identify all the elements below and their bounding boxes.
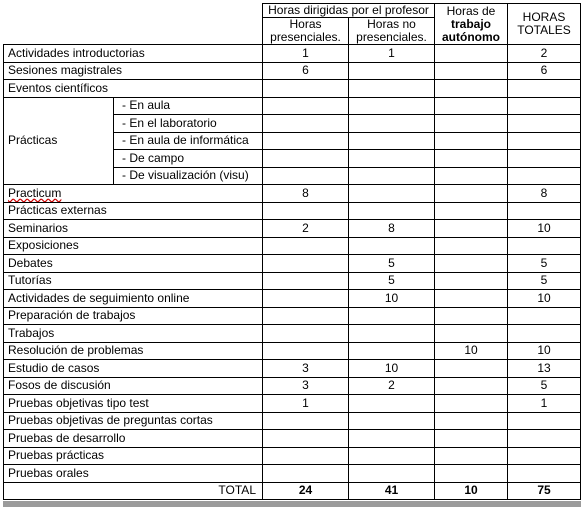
header-no-presenciales-line2: presenciales. xyxy=(356,30,427,44)
hours-auto xyxy=(435,45,508,63)
activity-label: Seminarios xyxy=(4,220,263,238)
hours-total xyxy=(508,115,581,133)
hours-total: 1 xyxy=(508,395,581,413)
total-row xyxy=(4,482,581,500)
hours-auto xyxy=(435,202,508,220)
table-row xyxy=(4,220,581,238)
hours-nopres xyxy=(349,62,435,80)
table-row xyxy=(4,412,581,430)
table-row xyxy=(4,272,581,290)
table-row xyxy=(4,202,581,220)
activity-label: Preparación de trabajos xyxy=(4,307,263,325)
table-row xyxy=(4,360,581,378)
activity-label: Pruebas objetivas tipo test xyxy=(4,395,263,413)
hours-pres xyxy=(263,80,349,98)
hours-auto xyxy=(435,115,508,133)
hours-total xyxy=(508,412,581,430)
hours-total: 10 xyxy=(508,342,581,360)
table-row xyxy=(4,185,581,203)
activity-label: Prácticas externas xyxy=(4,202,263,220)
hours-nopres xyxy=(349,430,435,448)
table-row xyxy=(4,430,581,448)
hours-nopres: 10 xyxy=(349,290,435,308)
hours-pres xyxy=(263,167,349,185)
practicas-sub-label: - De campo xyxy=(114,150,263,168)
activity-label: Resolución de problemas xyxy=(4,342,263,360)
header-autonomo-line3: autónomo xyxy=(442,29,500,44)
table-row xyxy=(4,447,581,465)
total-label: TOTAL xyxy=(4,482,263,500)
hours-total: 6 xyxy=(508,62,581,80)
activity-label: Actividades introductorias xyxy=(4,45,263,63)
table-row xyxy=(4,97,581,115)
activity-label: Pruebas objetivas de preguntas cortas xyxy=(4,412,263,430)
header-presenciales xyxy=(263,18,349,45)
hours-total xyxy=(508,430,581,448)
table-row xyxy=(4,80,581,98)
practicas-label: Prácticas xyxy=(4,97,114,185)
hours-auto xyxy=(435,62,508,80)
hours-nopres: 2 xyxy=(349,377,435,395)
hours-pres xyxy=(263,237,349,255)
hours-pres: 3 xyxy=(263,360,349,378)
hours-total: 5 xyxy=(508,255,581,273)
hours-pres: 3 xyxy=(263,377,349,395)
hours-pres: 1 xyxy=(263,395,349,413)
hours-auto xyxy=(435,132,508,150)
header-group: Horas dirigidas por el profesor xyxy=(263,4,435,18)
hours-total xyxy=(508,132,581,150)
table-row xyxy=(4,255,581,273)
hours-auto xyxy=(435,167,508,185)
hours-nopres xyxy=(349,97,435,115)
hours-total: 13 xyxy=(508,360,581,378)
hours-total xyxy=(508,80,581,98)
total-nopres: 41 xyxy=(349,482,435,500)
hours-nopres xyxy=(349,412,435,430)
hours-nopres xyxy=(349,307,435,325)
header-row-1 xyxy=(4,4,581,18)
table-row xyxy=(4,290,581,308)
activity-label: Actividades de seguimiento online xyxy=(4,290,263,308)
header-autonomo-line1: Horas de xyxy=(446,3,496,18)
total-pres: 24 xyxy=(263,482,349,500)
hours-auto xyxy=(435,150,508,168)
header-autonomo xyxy=(435,4,508,45)
hours-auto xyxy=(435,377,508,395)
header-blank xyxy=(4,4,263,45)
hours-nopres: 5 xyxy=(349,272,435,290)
hours-auto xyxy=(435,80,508,98)
hours-nopres xyxy=(349,132,435,150)
activity-label: Exposiciones xyxy=(4,237,263,255)
header-no-presenciales xyxy=(349,18,435,45)
header-no-presenciales-line1: Horas no xyxy=(367,17,416,31)
hours-pres xyxy=(263,255,349,273)
hours-pres xyxy=(263,465,349,483)
hours-auto xyxy=(435,395,508,413)
hours-auto: 10 xyxy=(435,342,508,360)
hours-nopres xyxy=(349,115,435,133)
hours-auto xyxy=(435,290,508,308)
hours-total xyxy=(508,150,581,168)
hours-pres xyxy=(263,202,349,220)
hours-auto xyxy=(435,465,508,483)
hours-auto xyxy=(435,237,508,255)
bottom-bar xyxy=(3,501,581,507)
hours-pres: 2 xyxy=(263,220,349,238)
activity-label: Debates xyxy=(4,255,263,273)
hours-total xyxy=(508,202,581,220)
hours-nopres xyxy=(349,80,435,98)
hours-total: 2 xyxy=(508,45,581,63)
hours-pres: 1 xyxy=(263,45,349,63)
hours-nopres xyxy=(349,465,435,483)
header-totales-line1: HORAS xyxy=(522,10,566,24)
table-row xyxy=(4,45,581,63)
hours-total xyxy=(508,325,581,343)
hours-pres xyxy=(263,307,349,325)
hours-auto xyxy=(435,447,508,465)
hours-pres xyxy=(263,325,349,343)
hours-pres xyxy=(263,272,349,290)
hours-pres xyxy=(263,97,349,115)
hours-nopres xyxy=(349,342,435,360)
table-row xyxy=(4,237,581,255)
hours-auto xyxy=(435,255,508,273)
hours-pres xyxy=(263,132,349,150)
table-row xyxy=(4,325,581,343)
hours-auto xyxy=(435,97,508,115)
table-row xyxy=(4,342,581,360)
hours-total xyxy=(508,97,581,115)
header-autonomo-line2: trabajo xyxy=(450,16,491,31)
activity-label: Pruebas de desarrollo xyxy=(4,430,263,448)
activity-label: Pruebas orales xyxy=(4,465,263,483)
hours-nopres xyxy=(349,167,435,185)
hours-nopres xyxy=(349,185,435,203)
activity-label: Pruebas prácticas xyxy=(4,447,263,465)
hours-pres xyxy=(263,342,349,360)
hours-total: 8 xyxy=(508,185,581,203)
header-totales xyxy=(508,4,581,45)
hours-auto xyxy=(435,430,508,448)
hours-auto xyxy=(435,307,508,325)
hours-pres xyxy=(263,115,349,133)
hours-auto xyxy=(435,272,508,290)
header-presenciales-line1: Horas xyxy=(289,17,322,31)
table-row xyxy=(4,465,581,483)
table-row xyxy=(4,395,581,413)
hours-pres: 6 xyxy=(263,62,349,80)
practicas-sub-label: - En el laboratorio xyxy=(114,115,263,133)
activity-label: Sesiones magistrales xyxy=(4,62,263,80)
hours-nopres xyxy=(349,395,435,413)
total-auto: 10 xyxy=(435,482,508,500)
hours-nopres: 5 xyxy=(349,255,435,273)
activity-label: Fosos de discusión xyxy=(4,377,263,395)
table-row xyxy=(4,62,581,80)
hours-total xyxy=(508,465,581,483)
hours-pres xyxy=(263,290,349,308)
activity-label: Estudio de casos xyxy=(4,360,263,378)
hours-pres: 8 xyxy=(263,185,349,203)
hours-total: 5 xyxy=(508,377,581,395)
practicas-sub-label: - En aula de informática xyxy=(114,132,263,150)
activity-label: Trabajos xyxy=(4,325,263,343)
hours-total: 10 xyxy=(508,290,581,308)
practicas-sub-label: - De visualización (visu) xyxy=(114,167,263,185)
hours-pres xyxy=(263,430,349,448)
hours-total xyxy=(508,307,581,325)
hours-total: 10 xyxy=(508,220,581,238)
hours-auto xyxy=(435,185,508,203)
hours-nopres xyxy=(349,237,435,255)
table-row xyxy=(4,307,581,325)
hours-total: 5 xyxy=(508,272,581,290)
hours-nopres: 1 xyxy=(349,45,435,63)
activity-label: Tutorías xyxy=(4,272,263,290)
hours-pres xyxy=(263,150,349,168)
hours-pres xyxy=(263,412,349,430)
hours-nopres xyxy=(349,150,435,168)
hours-total xyxy=(508,167,581,185)
hours-nopres xyxy=(349,325,435,343)
hours-nopres: 8 xyxy=(349,220,435,238)
hours-auto xyxy=(435,325,508,343)
hours-pres xyxy=(263,447,349,465)
practicas-sub-label: - En aula xyxy=(114,97,263,115)
hours-auto xyxy=(435,412,508,430)
hours-nopres xyxy=(349,202,435,220)
hours-nopres xyxy=(349,447,435,465)
header-presenciales-line2: presenciales. xyxy=(270,30,341,44)
activity-label: Eventos científicos xyxy=(4,80,263,98)
hours-total xyxy=(508,447,581,465)
activity-label: Practicum xyxy=(4,185,263,203)
hours-nopres: 10 xyxy=(349,360,435,378)
total-total: 75 xyxy=(508,482,581,500)
table-row xyxy=(4,377,581,395)
hours-total xyxy=(508,237,581,255)
header-totales-line2: TOTALES xyxy=(517,23,571,37)
hours-auto xyxy=(435,360,508,378)
hours-table xyxy=(3,3,581,500)
hours-auto xyxy=(435,220,508,238)
